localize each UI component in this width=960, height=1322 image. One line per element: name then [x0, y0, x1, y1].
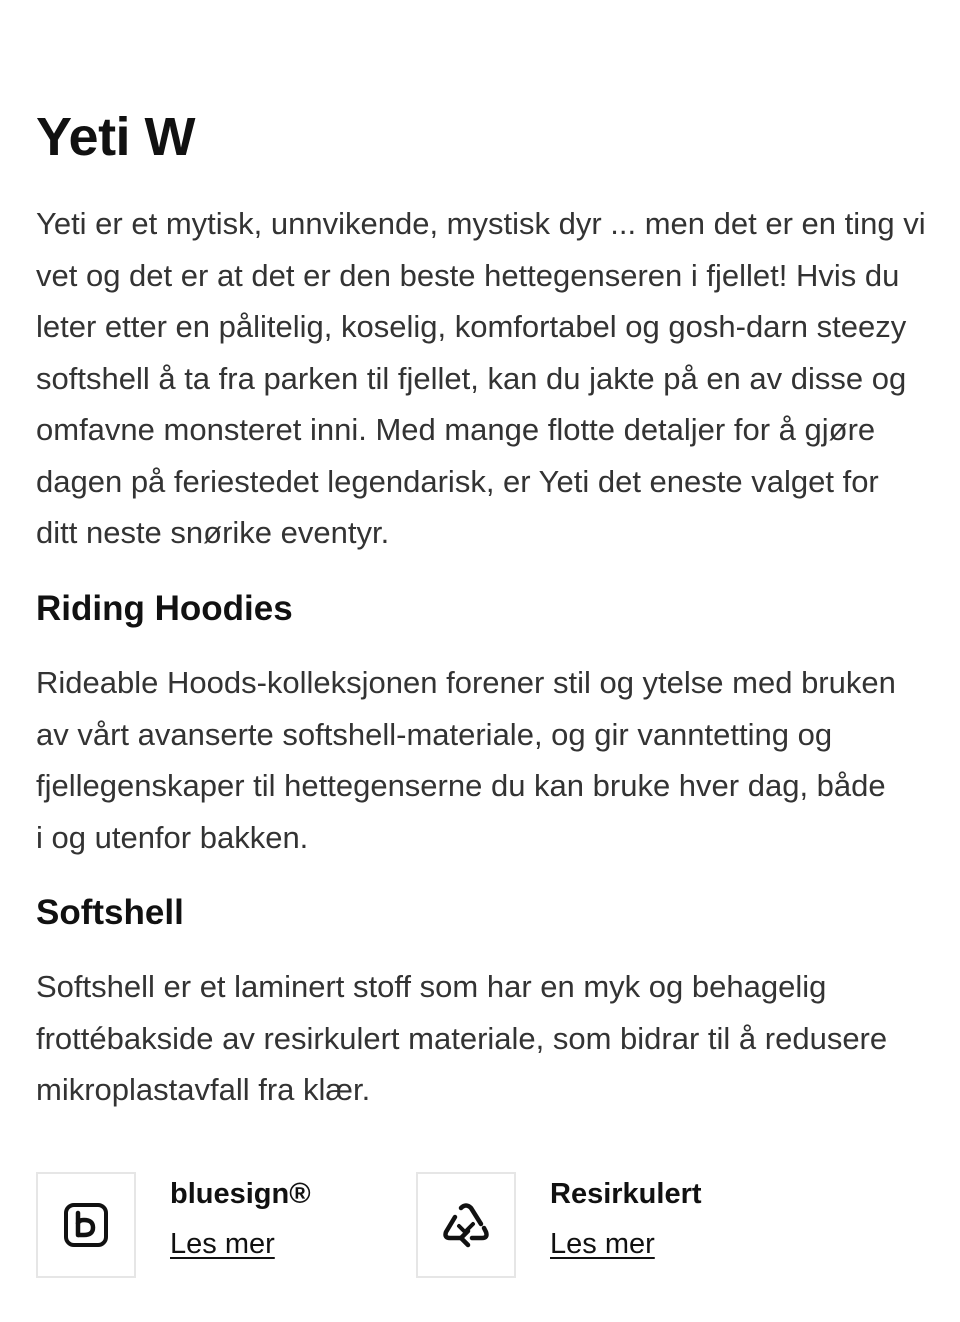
bluesign-badge-text	[170, 1176, 311, 1262]
softshell-heading: Softshell	[36, 893, 184, 932]
riding-hoodies-heading: Riding Hoodies	[36, 589, 293, 628]
recycled-icon-box	[416, 1172, 516, 1278]
recycled-title: Resirkulert	[550, 1178, 702, 1210]
bluesign-icon-box	[36, 1172, 136, 1278]
bluesign-title: bluesign®	[170, 1178, 311, 1210]
recycled-read-more-link[interactable]: Les mer	[550, 1228, 655, 1260]
bluesign-badge	[36, 1172, 311, 1278]
riding-hoodies-text: Rideable Hoods-kolleksjonen forener stil og ytelse med bruken av vårt avanserte softshell-materiale, og gir vanntetting og fjellegenskaper til hettegenserne du kan bruke hver dag, både i og utenfor bakken.	[36, 665, 896, 855]
recycle-icon	[441, 1202, 491, 1248]
page-title: Yeti W	[36, 107, 196, 167]
recycled-badge	[416, 1172, 702, 1278]
softshell-text: Softshell er et laminert stoff som har en myk og behagelig frottébakside av resirkulert materiale, som bidrar til å redusere mikroplastavfall fra klær.	[36, 969, 888, 1107]
bluesign-icon	[63, 1202, 109, 1248]
recycled-badge-text	[550, 1176, 702, 1262]
product-description: Yeti er et mytisk, unnvikende, mystisk dyr ... men det er en ting vi vet og det er at det er den beste hettegenseren i fjellet! Hvis du leter etter en pålitelig, koselig, komfortabel og gosh-darn steezy softshell å ta fra parken til fjellet, kan du jakte på en av disse og omfavne monsteret inni. Med mange flotte detaljer for å gjøre dagen på feriestedet legendarisk, er Yeti det eneste valget for ditt neste snørike eventyr.	[36, 206, 926, 550]
bluesign-read-more-link[interactable]: Les mer	[170, 1228, 275, 1260]
